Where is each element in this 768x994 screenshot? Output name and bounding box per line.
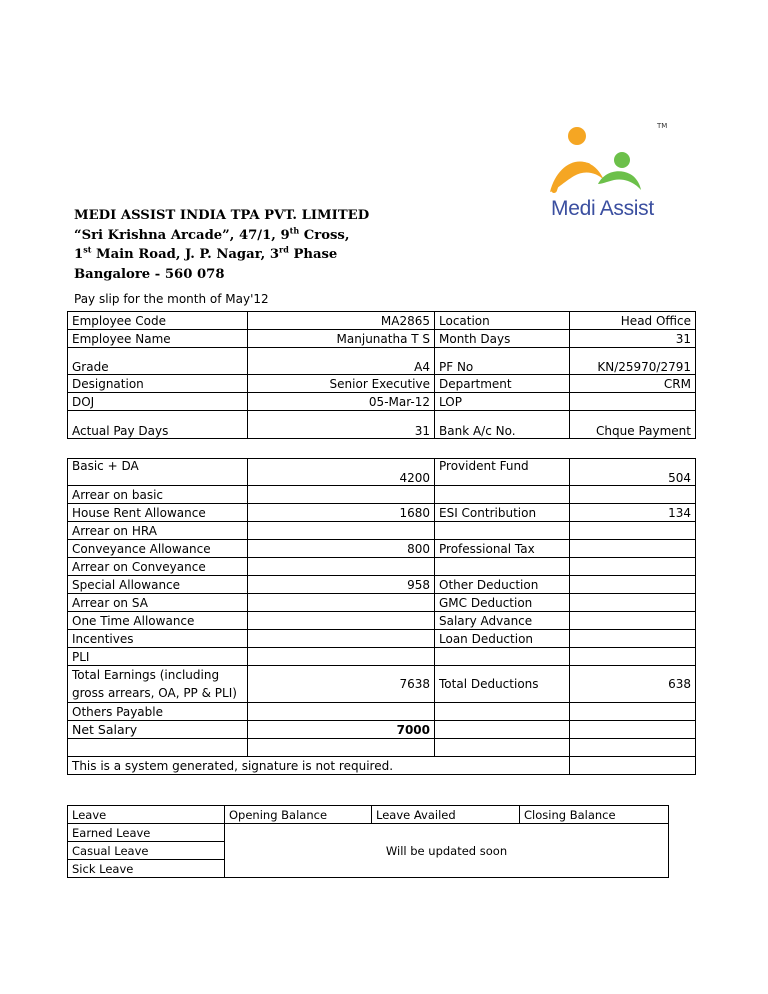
earning-value [248,558,435,576]
value: CRM [570,375,696,393]
earning-label: Arrear on SA [68,594,248,612]
deduction-label: GMC Deduction [435,594,570,612]
label: Designation [68,375,248,393]
deduction-value [570,558,696,576]
others-payable-label: Others Payable [68,703,248,721]
table-row [68,459,696,486]
value: Chque Payment [570,411,696,439]
deduction-label [435,558,570,576]
deduction-value [570,630,696,648]
value: MA2865 [248,312,435,330]
table-row [68,330,696,348]
deduction-label: Salary Advance [435,612,570,630]
earning-value: 958 [248,576,435,594]
label: Department [435,375,570,393]
deduction-value [570,594,696,612]
value: A4 [248,348,435,375]
logo-figures-icon [546,120,676,200]
leave-type: Earned Leave [68,824,225,842]
value: KN/25970/2791 [570,348,696,375]
table-row [68,348,696,375]
value: Manjunatha T S [248,330,435,348]
table-row [68,486,696,504]
leave-type: Casual Leave [68,842,225,860]
deduction-value [570,486,696,504]
table-row [68,558,696,576]
salary-table [67,458,696,775]
earning-value [248,612,435,630]
value: 05-Mar-12 [248,393,435,411]
payslip-title: Pay slip for the month of May'12 [74,292,269,306]
deduction-label [435,522,570,540]
total-deductions-label: Total Deductions [435,666,570,703]
value: Senior Executive [248,375,435,393]
employee-details-table [67,311,696,439]
earning-label: Arrear on HRA [68,522,248,540]
table-row [68,312,696,330]
company-name: MEDI ASSIST INDIA TPA PVT. LIMITED [74,208,370,223]
earning-label: Incentives [68,630,248,648]
table-row [68,739,696,757]
earning-label: Conveyance Allowance [68,540,248,558]
deduction-value [570,522,696,540]
net-salary-label: Net Salary [68,721,248,739]
label: Employee Name [68,330,248,348]
deduction-label: Professional Tax [435,540,570,558]
table-row [68,612,696,630]
deduction-value: 134 [570,504,696,522]
net-salary-row [68,721,696,739]
label: Employee Code [68,312,248,330]
deduction-value [570,576,696,594]
label: PF No [435,348,570,375]
address-line-1: “Sri Krishna Arcade”, 47/1, 9th Cross, [74,225,350,243]
earning-value: 1680 [248,504,435,522]
deduction-label: Loan Deduction [435,630,570,648]
deduction-label: Provident Fund [435,459,570,486]
value: Head Office [570,312,696,330]
table-row [68,576,696,594]
table-row [68,504,696,522]
table-row [68,630,696,648]
deduction-label: Other Deduction [435,576,570,594]
earning-label: Basic + DA [68,459,248,486]
earning-value [248,486,435,504]
opening-balance-header: Opening Balance [225,806,372,824]
earning-label: Arrear on basic [68,486,248,504]
leave-row [68,824,669,842]
deduction-label [435,648,570,666]
label: Actual Pay Days [68,411,248,439]
net-salary-value: 7000 [248,721,435,739]
earning-value [248,648,435,666]
system-note: This is a system generated, signature is not required. [68,757,570,775]
label: Location [435,312,570,330]
earning-label: Special Allowance [68,576,248,594]
earning-value [248,594,435,612]
logo-brand-text: Medi Assist [551,197,654,220]
label: Grade [68,348,248,375]
total-earnings-value: 7638 [248,666,435,703]
earning-value: 4200 [248,459,435,486]
leave-type: Sick Leave [68,860,225,878]
table-row [68,594,696,612]
earning-label: Arrear on Conveyance [68,558,248,576]
value: 31 [248,411,435,439]
earning-label: House Rent Allowance [68,504,248,522]
total-row [68,666,696,703]
closing-balance-header: Closing Balance [520,806,669,824]
deduction-value [570,540,696,558]
table-row [68,393,696,411]
table-row [68,648,696,666]
label: Month Days [435,330,570,348]
earning-value: 800 [248,540,435,558]
deduction-value [570,612,696,630]
value: 31 [570,330,696,348]
deduction-label: ESI Contribution [435,504,570,522]
earning-label: One Time Allowance [68,612,248,630]
label: Bank A/c No. [435,411,570,439]
leave-message: Will be updated soon [225,824,669,878]
table-row [68,411,696,439]
deduction-value [570,648,696,666]
address-line-3: Bangalore - 560 078 [74,266,225,282]
table-row [68,540,696,558]
deduction-label [435,486,570,504]
table-row [68,703,696,721]
earning-value [248,522,435,540]
earning-value [248,630,435,648]
table-row [68,522,696,540]
leave-header-row [68,806,669,824]
leave-header: Leave [68,806,225,824]
total-deductions-value: 638 [570,666,696,703]
note-row [68,757,696,775]
label: DOJ [68,393,248,411]
company-address [74,206,369,284]
label: LOP [435,393,570,411]
address-line-2: 1st Main Road, J. P. Nagar, 3rd Phase [74,244,338,262]
table-row [68,375,696,393]
deduction-value: 504 [570,459,696,486]
leave-table [67,805,669,878]
value [570,393,696,411]
trademark: TM [657,122,668,130]
earning-label: PLI [68,648,248,666]
leave-availed-header: Leave Availed [372,806,520,824]
medi-assist-logo [546,120,676,220]
total-earnings-label: Total Earnings (including gross arrears, OA, PP & PLI) [68,666,248,703]
